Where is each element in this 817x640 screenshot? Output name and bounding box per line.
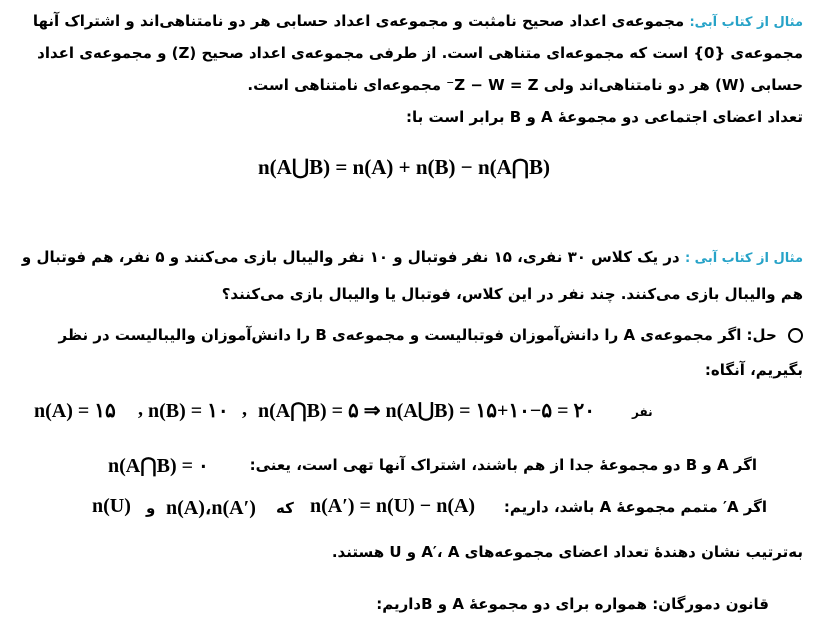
solution-text1: حل: اگر مجموعه‌ی A را دانش‌آموزان فوتبالیست و مجموعه‌ی B را دانش‌آموزان والیبالیست در نظر <box>58 326 777 344</box>
example1-line2: مجموعه‌ی {0} است که مجموعه‌ای متناهی است. از طرفی مجموعه‌ی اعداد صحیح (Z) و مجموعه‌ی اعداد <box>37 44 803 62</box>
comma-sep-1: , <box>138 398 143 420</box>
example1-text1: مجموعه‌ی اعداد صحیح نامثبت و مجموعه‌ی اعداد حسابی هر دو نامتناهی‌اند و اشتراک آنها <box>32 12 685 30</box>
complement-formula: n(A′) = n(U) − n(A) <box>310 495 476 517</box>
disjoint-formula: n(A⋂B) = ۰ <box>108 455 209 477</box>
rule2-text: اگر A′ متمم مجموعهٔ A باشد، داریم: <box>503 498 767 516</box>
example1-line3: حسابی (W) هر دو نامتناهی‌اند ولی Z − W = Z⁻ مجموعه‌ای نامتناهی است. <box>247 76 803 94</box>
ke-word: که <box>276 499 294 517</box>
example1-line1 <box>33 12 803 30</box>
va-word: و <box>146 499 156 517</box>
comma-sep-2: , <box>242 398 247 420</box>
example2-line2: هم والیبال بازی می‌کنند. چند نفر در این کلاس، فوتبال یا والیبال بازی می‌کنند؟ <box>221 285 803 303</box>
formula-union-result: n(A⋂B) = ۵ ⇒ n(A⋃B) = ۱۵+۱۰−۵ = ۲۰ <box>258 400 595 422</box>
solution-line1 <box>59 326 803 344</box>
unit-label: نفر <box>632 405 653 419</box>
example2-label: مثال از کتاب آبی : <box>684 251 803 266</box>
rule1-text: اگر A و B دو مجموعهٔ جدا از هم باشند، اشتراک آنها تهی است، یعنی: <box>249 456 757 474</box>
formula-n-b: n(B) = ۱۰ <box>148 400 229 422</box>
formula-n-a: n(A) = ۱۵ <box>34 400 116 422</box>
formula-n-a-pair: n(A)،n(A′) <box>166 497 256 519</box>
example2-line1 <box>22 248 803 266</box>
solution-line2: بگیریم، آنگاه: <box>704 361 803 379</box>
circle-bullet-icon <box>788 328 803 343</box>
rule3-text: به‌ترتیب نشان دهندهٔ تعداد اعضای مجموعه‌های A′، A و U هستند. <box>331 543 803 561</box>
example1-label: مثال از کتاب آبی: <box>689 15 803 30</box>
example1-line4: تعداد اعضای اجتماعی دو مجموعهٔ A و B برابر است با: <box>406 108 803 126</box>
example2-text1: در یک کلاس ۳۰ نفری، ۱۵ نفر فوتبال و ۱۰ نفر والیبال بازی می‌کنند و ۵ نفر، هم فوتبال و <box>21 248 680 266</box>
union-formula: n(A⋃B) = n(A) + n(B) − n(A⋂B) <box>258 155 551 179</box>
formula-n-u: n(U) <box>92 495 131 517</box>
demorgan-text: قانون دمورگان: همواره برای دو مجموعهٔ A و Bداریم: <box>376 595 769 613</box>
